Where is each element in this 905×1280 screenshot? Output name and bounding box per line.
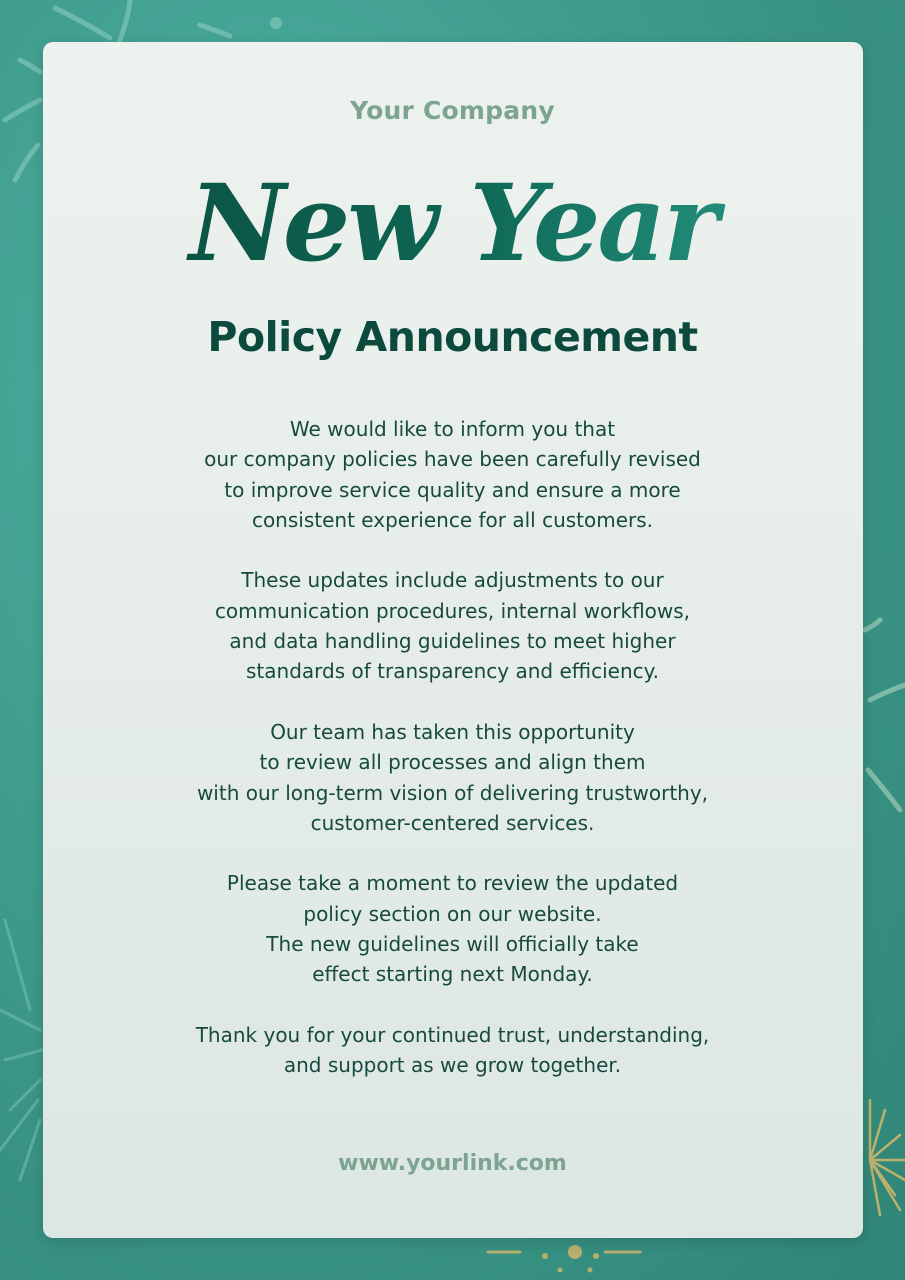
body-line: to improve service quality and ensure a more [224, 477, 681, 502]
body-line: We would like to inform you that [289, 417, 616, 441]
paragraph-team [0, 717, 905, 838]
headline-title: New Year [0, 158, 905, 288]
paragraph-intro [0, 414, 905, 535]
body-line: consistent experience for all customers. [251, 507, 654, 532]
body-line: with our long-term vision of delivering trustworthy, [196, 780, 709, 805]
body-line: communication procedures, internal workflows, [214, 598, 691, 623]
body-line: standards of transparency and efficiency. [246, 659, 659, 684]
announcement-body [0, 414, 905, 1111]
body-line: These updates include adjustments to our [241, 568, 664, 593]
body-line: The new guidelines will officially take [266, 932, 639, 957]
paragraph-updates [0, 565, 905, 686]
paragraph-thanks [0, 1020, 905, 1081]
body-line: Our team has taken this opportunity [270, 719, 635, 744]
body-line: and support as we grow together. [283, 1053, 622, 1078]
body-line: our company policies have been carefully revised [204, 447, 701, 472]
headline-subtitle: Policy Announcement [207, 313, 698, 361]
body-line: customer-centered services. [310, 810, 595, 835]
body-line: Thank you for your continued trust, understanding, [195, 1022, 710, 1047]
firework-bottom-center [488, 1245, 640, 1273]
body-line: Please take a moment to review the updated [226, 871, 679, 896]
body-line: and data handling guidelines to meet higher [229, 629, 676, 654]
paragraph-review [0, 868, 905, 989]
company-name: Your Company [350, 96, 555, 125]
body-line: to review all processes and align them [259, 750, 646, 775]
body-line: effect starting next Monday. [312, 962, 593, 987]
body-line: policy section on our website. [303, 901, 602, 926]
website-link[interactable]: www.yourlink.com [338, 1151, 567, 1176]
